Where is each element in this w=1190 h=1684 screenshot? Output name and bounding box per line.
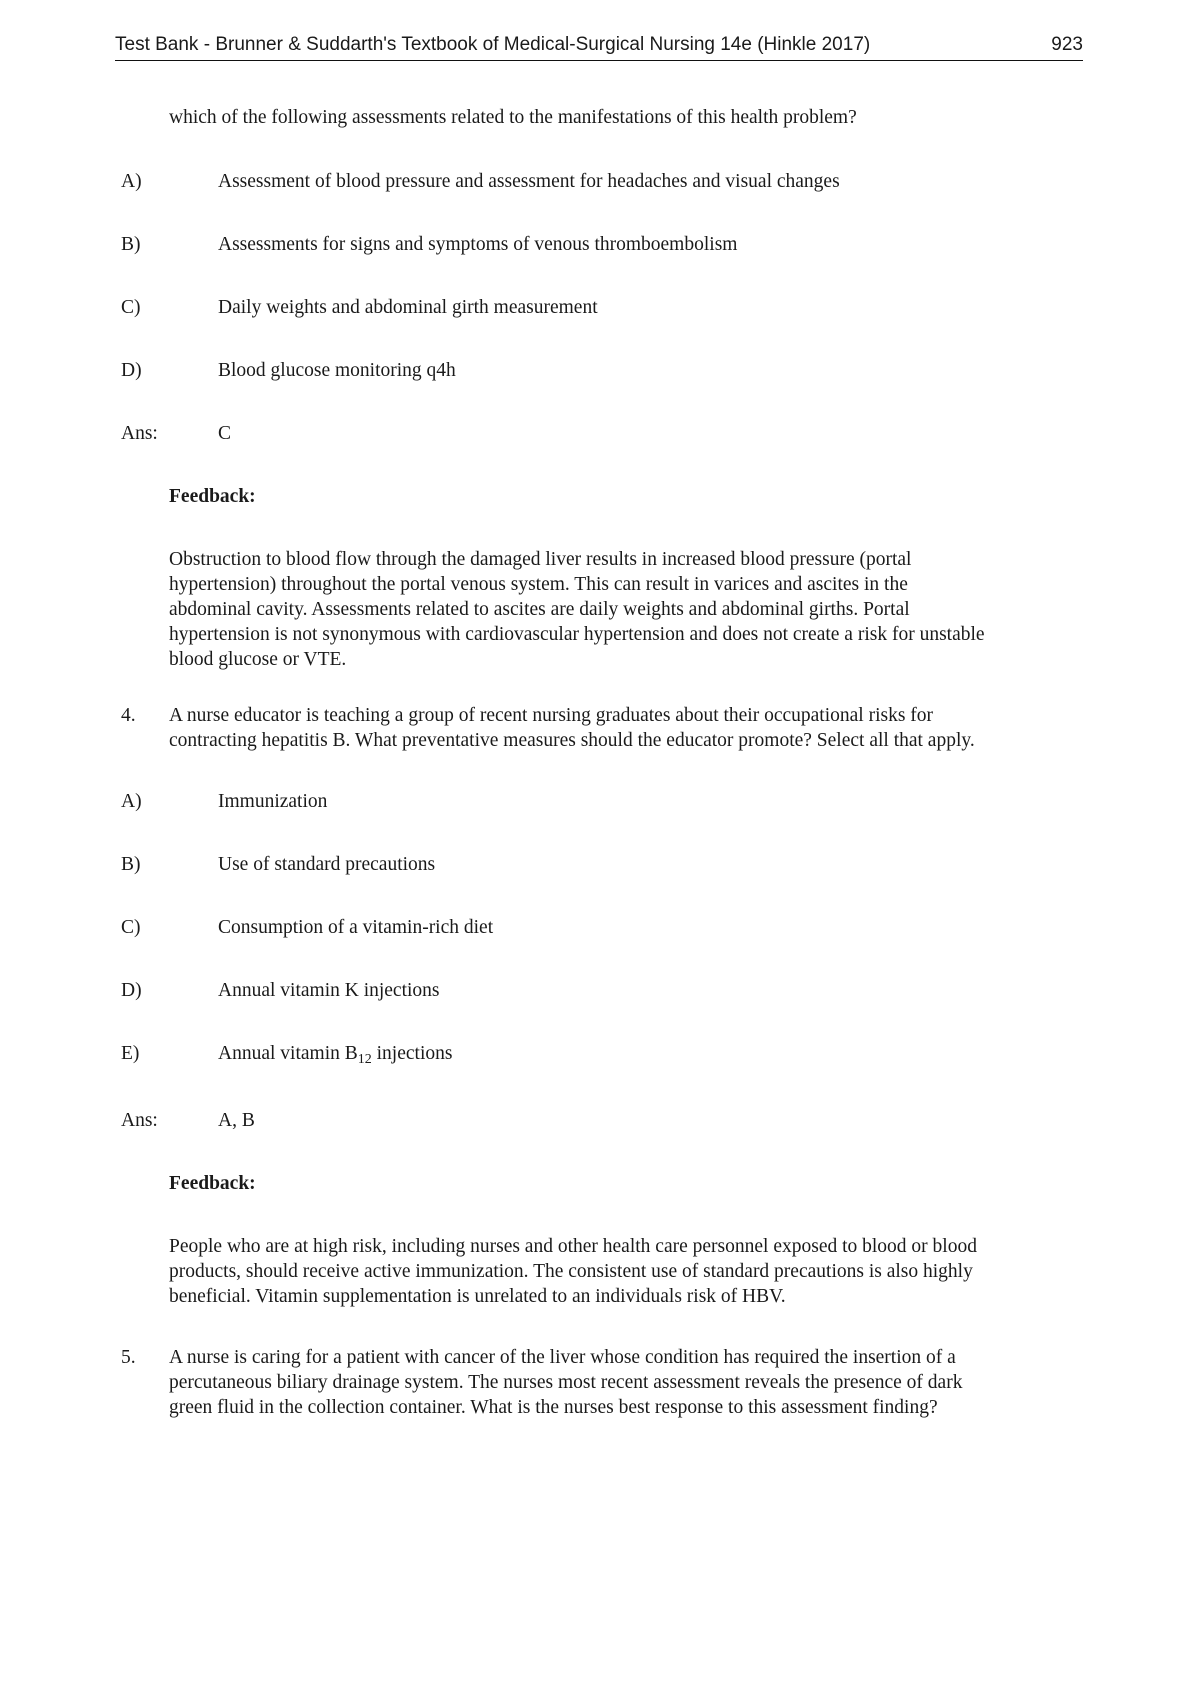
q5-stem-line: percutaneous biliary drainage system. The nurses most recent assessment reveals the presence of dark bbox=[169, 1372, 963, 1393]
q4-feedback-text bbox=[169, 1234, 1089, 1309]
q4-number: 4. bbox=[121, 705, 136, 726]
q3-option-a-label: A) bbox=[121, 171, 142, 192]
q3-feedback-text bbox=[169, 547, 1089, 672]
q3-option-b-text: Assessments for signs and symptoms of venous thromboembolism bbox=[218, 234, 738, 255]
page-number: 923 bbox=[1051, 34, 1083, 55]
q4-option-d-label: D) bbox=[121, 980, 142, 1001]
header-title: Test Bank - Brunner & Suddarth's Textbook of Medical-Surgical Nursing 14e (Hinkle 2017) bbox=[115, 34, 871, 55]
q3-answer-label: Ans: bbox=[121, 423, 158, 444]
q4-feedback-heading: Feedback: bbox=[169, 1173, 256, 1194]
q4-option-a-text: Immunization bbox=[218, 791, 328, 812]
q4-stem-line: contracting hepatitis B. What preventative measures should the educator promote? Select all that apply. bbox=[169, 730, 975, 751]
q5-number: 5. bbox=[121, 1347, 136, 1368]
q4-option-c-text: Consumption of a vitamin-rich diet bbox=[218, 917, 494, 938]
q4-option-c-label: C) bbox=[121, 917, 141, 938]
q4-option-d-text: Annual vitamin K injections bbox=[218, 980, 440, 1001]
q3-option-d-label: D) bbox=[121, 360, 142, 381]
q4-option-e-text bbox=[218, 1041, 452, 1072]
q3-stem: which of the following assessments related to the manifestations of this health problem? bbox=[169, 107, 857, 128]
q3-option-c-text: Daily weights and abdominal girth measurement bbox=[218, 297, 598, 318]
q5-stem-line: A nurse is caring for a patient with cancer of the liver whose condition has required the insertion of a bbox=[169, 1347, 956, 1368]
q3-option-b-label: B) bbox=[121, 234, 141, 255]
q3-answer: C bbox=[218, 423, 232, 444]
q3-option-a-text: Assessment of blood pressure and assessment for headaches and visual changes bbox=[218, 171, 840, 192]
q3-feedback-line: hypertension is not synonymous with cardiovascular hypertension and does not create a risk for unstable bbox=[169, 624, 985, 645]
q4-stem bbox=[169, 703, 1089, 753]
q4-answer: A, B bbox=[218, 1110, 255, 1131]
q3-option-d-text: Blood glucose monitoring q4h bbox=[218, 360, 456, 381]
q4-feedback-line: beneficial. Vitamin supplementation is unrelated to an individuals risk of HBV. bbox=[169, 1286, 786, 1307]
q5-stem bbox=[169, 1345, 1089, 1420]
q4-option-e-label: E) bbox=[121, 1043, 140, 1064]
q5-stem-line: green fluid in the collection container. What is the nurses best response to this assessment finding? bbox=[169, 1397, 938, 1418]
q3-feedback-line: abdominal cavity. Assessments related to ascites are daily weights and abdominal girths. Portal bbox=[169, 599, 910, 620]
q3-feedback-line: blood glucose or VTE. bbox=[169, 649, 347, 670]
q4-stem-line: A nurse educator is teaching a group of recent nursing graduates about their occupational risks for bbox=[169, 705, 934, 726]
q4-option-b-label: B) bbox=[121, 854, 141, 875]
q4-feedback-line: products, should receive active immunization. The consistent use of standard precautions is also highly bbox=[169, 1261, 973, 1282]
q4-option-e-text-post: injections bbox=[371, 1043, 453, 1064]
q4-feedback-line: People who are at high risk, including nurses and other health care personnel exposed to blood or blood bbox=[169, 1236, 977, 1257]
q3-feedback-line: hypertension) throughout the portal venous system. This can result in varices and ascites in the bbox=[169, 574, 908, 595]
page-header bbox=[115, 34, 1083, 61]
q3-feedback-heading: Feedback: bbox=[169, 486, 256, 507]
q4-answer-label: Ans: bbox=[121, 1110, 158, 1131]
q4-option-b-text: Use of standard precautions bbox=[218, 854, 436, 875]
q4-option-a-label: A) bbox=[121, 791, 142, 812]
q4-option-e-subscript: 12 bbox=[357, 1052, 372, 1067]
q4-option-e-text-pre: Annual vitamin B bbox=[218, 1043, 358, 1064]
q3-feedback-line: Obstruction to blood flow through the damaged liver results in increased blood pressure (portal bbox=[169, 549, 912, 570]
q3-option-c-label: C) bbox=[121, 297, 141, 318]
